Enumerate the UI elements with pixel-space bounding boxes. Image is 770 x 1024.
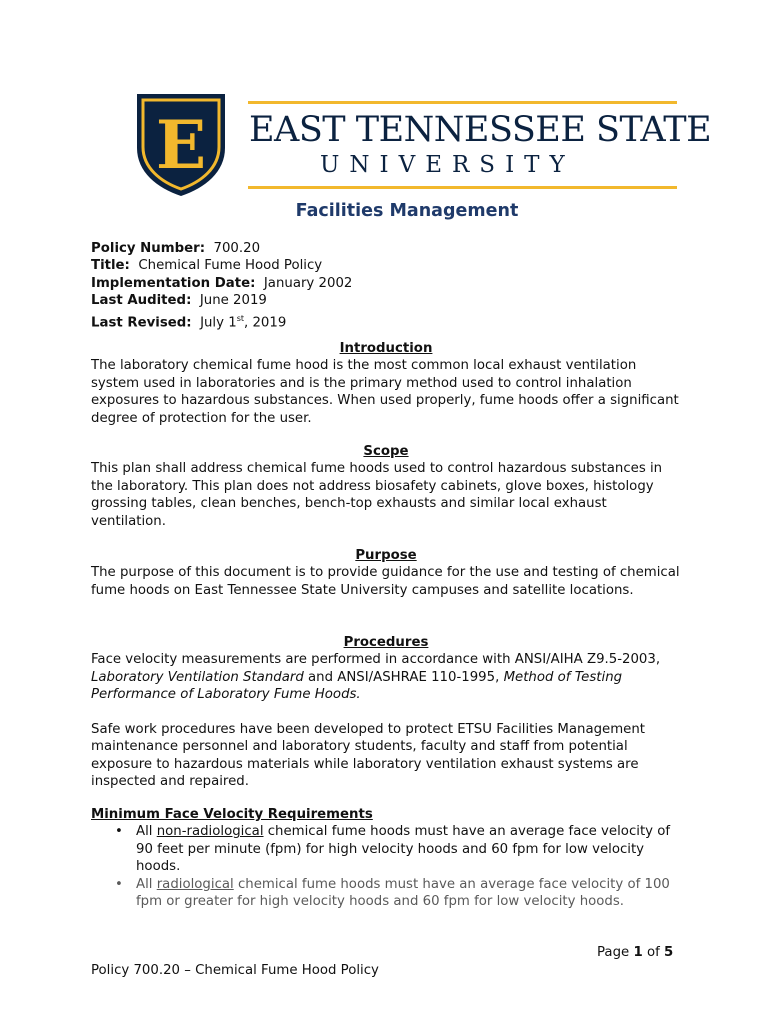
logo-letter: E xyxy=(155,106,207,184)
page-number xyxy=(597,944,673,961)
revised-label: Last Revised: xyxy=(91,315,192,331)
revised-year: , 2019 xyxy=(244,315,287,331)
procedures-p1-c: and ANSI/ASHRAE 110-1995, xyxy=(303,669,504,685)
page-current: 1 xyxy=(633,945,643,960)
university-subname: UNIVERSITY xyxy=(320,152,575,178)
introduction-text: The laboratory chemical fume hood is the most common local exhaust ventilation system used in laboratories and is the primary method used to control inhalation exposures to hazardous substances. When used properly, fume hoods offer a significant degree of protection for the user. xyxy=(91,358,679,426)
revised-sup: st xyxy=(236,313,244,323)
procedures-paragraph-2-block xyxy=(91,721,681,791)
min-face-velocity-heading: Minimum Face Velocity Requirements xyxy=(91,807,373,822)
scope-heading: Scope xyxy=(363,444,409,459)
bullet-1-b: non-radiological xyxy=(156,824,264,840)
audited-label: Last Audited: xyxy=(91,293,192,309)
min-face-velocity-list xyxy=(91,823,681,910)
title-row xyxy=(91,257,681,274)
implementation-row xyxy=(91,275,681,292)
header-rule-top xyxy=(248,101,677,104)
title-label: Title: xyxy=(91,258,130,274)
department-title: Facilities Management xyxy=(295,201,519,221)
scope-text: This plan shall address chemical fume hoods used to control hazardous substances in the laboratory. This plan does not address biosafety cabinets, glove boxes, histology grossing tables, clean benches, bench-top exhausts and similar local exhaust ventilation. xyxy=(91,461,663,529)
scope-section xyxy=(91,443,681,530)
procedures-heading: Procedures xyxy=(343,635,429,650)
page-of: of xyxy=(646,945,660,960)
bullet-2-b: radiological xyxy=(156,876,234,892)
policy-number-row xyxy=(91,240,681,257)
bullet-2-c: chemical fume hoods must have an average face velocity of 100 fpm or greater for high velocity hoods and 60 fpm for low velocity hoods. xyxy=(136,876,670,910)
revised-row xyxy=(91,310,681,332)
implementation-label: Implementation Date: xyxy=(91,275,256,291)
procedures-p1-a: Face velocity measurements are performed in accordance with ANSI/AIHA Z9.5-2003, xyxy=(91,652,661,668)
purpose-section xyxy=(91,547,681,599)
page-label: Page xyxy=(597,945,630,960)
bullet-icon: • xyxy=(115,824,123,840)
list-item xyxy=(91,823,681,875)
header-rule-bottom xyxy=(248,186,677,189)
min-face-velocity-section xyxy=(91,806,681,910)
implementation-value: January 2002 xyxy=(263,275,353,291)
policy-meta xyxy=(91,240,681,331)
university-shield-logo xyxy=(135,92,227,198)
audited-value: June 2019 xyxy=(199,293,267,309)
procedures-paragraph-1 xyxy=(91,651,681,703)
page-footer: Policy 700.20 – Chemical Fume Hood Policy xyxy=(91,963,379,978)
title-value: Chemical Fume Hood Policy xyxy=(138,258,323,274)
bullet-icon: • xyxy=(115,876,123,892)
bullet-2-a: All xyxy=(136,876,157,892)
bullet-1-c: chemical fume hoods must have an average face velocity of 90 feet per minute (fpm) for high velocity hoods and 60 fpm for low velocity hoods. xyxy=(136,824,671,875)
audited-row xyxy=(91,292,681,309)
bullet-1-a: All xyxy=(136,824,157,840)
list-item xyxy=(91,876,681,911)
procedures-p1-method: Method of Testing Performance of Laboratory Fume Hoods. xyxy=(91,669,623,703)
revised-value: July 1 xyxy=(200,315,237,331)
page-total: 5 xyxy=(664,945,674,960)
purpose-heading: Purpose xyxy=(355,548,417,563)
university-name: EAST TENNESSEE STATE xyxy=(249,110,712,150)
introduction-section xyxy=(91,340,681,427)
introduction-heading: Introduction xyxy=(339,341,433,356)
purpose-text: The purpose of this document is to provide guidance for the use and testing of chemical fume hoods on East Tennessee State University campuses and satellite locations. xyxy=(91,565,680,598)
procedures-p1-standard: Laboratory Ventilation Standard xyxy=(91,669,304,685)
policy-number-value: 700.20 xyxy=(213,241,261,256)
procedures-paragraph-2: Safe work procedures have been developed to protect ETSU Facilities Management maintenance personnel and laboratory students, faculty and staff from potential exposure to hazardous materials while laboratory ventilation exhaust systems are inspected and repaired. xyxy=(91,722,645,790)
procedures-section xyxy=(91,634,681,704)
policy-number-label: Policy Number: xyxy=(91,241,206,256)
